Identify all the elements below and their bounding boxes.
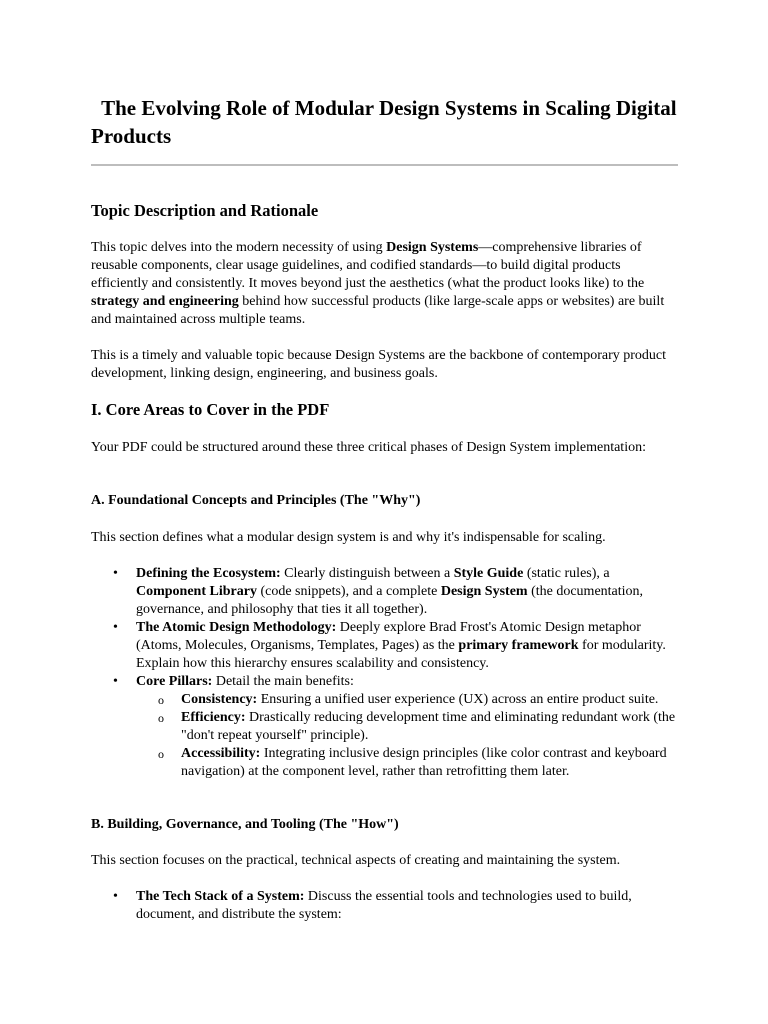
core-areas-heading: I. Core Areas to Cover in the PDF xyxy=(91,400,330,419)
section-b-intro: This section focuses on the practical, technical aspects of creating and maintaining the system. xyxy=(91,853,621,868)
core-pillars-sublist xyxy=(136,691,681,781)
topic-paragraph-1: This topic delves into the modern necessity of using Design Systems—comprehensive libraries of reusable components, clear usage guidelines, and codified standards—to build digital products efficiently and consistently. It moves beyond just the aesthetics (what the product looks like) to the strategy and engineering behind how successful products (like large-scale apps or websites) are built and maintained across multiple teams. xyxy=(91,240,665,327)
section-a-intro: This section defines what a modular design system is and why it's indispensable for scaling. xyxy=(91,530,606,545)
section-b-list xyxy=(91,888,681,924)
list-item-atomic-design: • The Atomic Design Methodology: Deeply explore Brad Frost's Atomic Design metaphor (Atoms, Molecules, Organisms, Templates, Pages) as the primary framework for modularity. Explain how this hierarchy ensures scalability and consistency. xyxy=(113,620,666,671)
section-a-list xyxy=(91,565,681,781)
bullet-icon: • xyxy=(113,889,118,904)
document-title: The Evolving Role of Modular Design Systems in Scaling Digital Products xyxy=(91,96,677,148)
list-item-core-pillars: • Core Pillars: Detail the main benefits: o Consistency: Ensuring a unified user experience (UX) across an entire product suite. o Efficiency: Drastically reducing development time and eliminating redundant work (the "don't repeat yourself" principle). o Accessibility: Integrating inclusive design principles (like color contrast and keyboard navigation) at the component level, rather than retrofitting them later. xyxy=(91,673,681,781)
core-areas-intro: Your PDF could be structured around these three critical phases of Design System implementation: xyxy=(91,440,646,455)
sub-bullet-icon: o xyxy=(158,693,164,707)
sub-bullet-icon: o xyxy=(158,711,164,725)
sub-item-efficiency: o Efficiency: Drastically reducing development time and eliminating redundant work (the "don't repeat yourself" principle). xyxy=(158,710,676,743)
section-b-heading: B. Building, Governance, and Tooling (The "How") xyxy=(91,817,399,832)
sub-item-consistency: o Consistency: Ensuring a unified user experience (UX) across an entire product suite. xyxy=(158,692,659,707)
sub-item-accessibility: o Accessibility: Integrating inclusive design principles (like color contrast and keyboard navigation) at the component level, rather than retrofitting them later. xyxy=(158,746,667,779)
list-item-ecosystem: • Defining the Ecosystem: Clearly distinguish between a Style Guide (static rules), a Component Library (code snippets), and a complete Design System (the documentation, governance, and philosophy that ties it all together). xyxy=(113,566,644,617)
section-a-heading: A. Foundational Concepts and Principles (The "Why") xyxy=(91,493,421,508)
bullet-icon: • xyxy=(113,566,118,581)
topic-heading: Topic Description and Rationale xyxy=(91,201,319,220)
sub-bullet-icon: o xyxy=(158,747,164,761)
title-divider xyxy=(91,164,678,166)
list-item-tech-stack: • The Tech Stack of a System: Discuss the essential tools and technologies used to build, document, and distribute the system: xyxy=(113,889,632,922)
bullet-icon: • xyxy=(113,620,118,635)
bullet-icon: • xyxy=(113,674,118,689)
topic-paragraph-2: This is a timely and valuable topic because Design Systems are the backbone of contemporary product development, linking design, engineering, and business goals. xyxy=(91,348,666,381)
